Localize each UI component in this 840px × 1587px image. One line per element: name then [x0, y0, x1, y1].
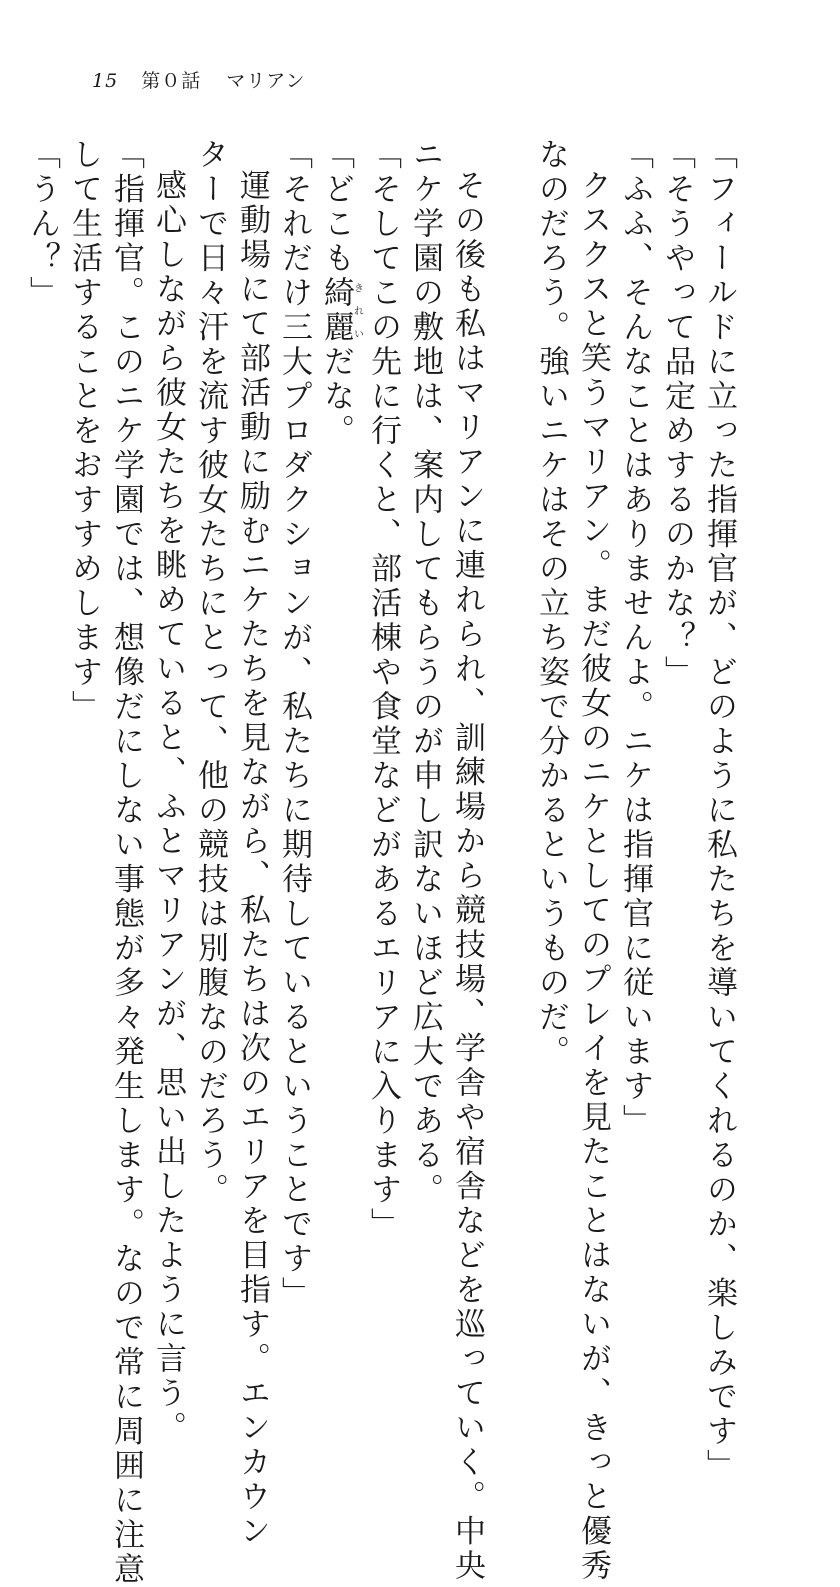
text-line-with-ruby	[315, 138, 362, 1150]
text-line: 「そうやって品定めするのかな？」	[659, 138, 695, 690]
text-line: 「フィールドに立った指揮官が、どのように私たちを導いてくれるのか、楽しみです」	[701, 138, 737, 1484]
ruby-annotation	[318, 276, 363, 345]
text-line: 「うん？」	[24, 138, 60, 311]
text-line: 「そしてこの先に行くと、部活棟や食堂などがあるエリアに入ります」	[365, 138, 401, 1242]
ruby-base: 綺麗	[318, 276, 354, 345]
ruby-line-before: 「どこも	[318, 138, 354, 276]
chapter-label: 第０話	[141, 70, 202, 92]
text-line: 感心しながら彼女たちを眺めていると、ふとマリアンが、思い出したように言う。	[150, 169, 186, 1446]
text-line: 運動場にて部活動に励むニケたちを見ながら、私たちは次のエリアを目指す。エンカウン	[234, 169, 270, 1549]
text-line: 「それだけ三大プロダクションが、私たちに期待しているということです」	[276, 138, 312, 1311]
text-line: ニケ学園の敷地は、案内してもらうのが申し訳ないほど広大である。	[407, 138, 443, 1208]
section-break	[488, 138, 530, 1150]
text-line: なのだろう。強いニケはその立ち姿で分かるというものだ。	[533, 138, 569, 1070]
text-line: その後も私はマリアンに連れられ、訓練場から競技場、学舎や宿舎などを巡っていく。中央	[449, 169, 485, 1584]
text-line: 「ふふ、そんなことはありませんよ。ニケは指揮官に従います」	[617, 138, 653, 1139]
ruby-reading: きれい	[351, 276, 363, 345]
text-line: ターで日々汗を流す彼女たちにとって、他の競技は別腹なのだろう。	[192, 138, 228, 1208]
text-line: クスクスと笑うマリアン。まだ彼女のニケとしてのプレイを見たことはないが、きっと優秀	[575, 169, 611, 1584]
ruby-line-after: だな。	[318, 345, 354, 449]
vertical-body-text	[24, 138, 740, 1587]
text-line: して生活することをおすすめします」	[66, 138, 102, 725]
text-line: 「指揮官。このニケ学園では、想像だにしない事態が多々発生します。なので常に周囲に注意	[108, 138, 144, 1587]
running-header	[92, 66, 306, 93]
chapter-title: マリアン	[226, 70, 306, 92]
page-number: 15	[92, 70, 119, 92]
